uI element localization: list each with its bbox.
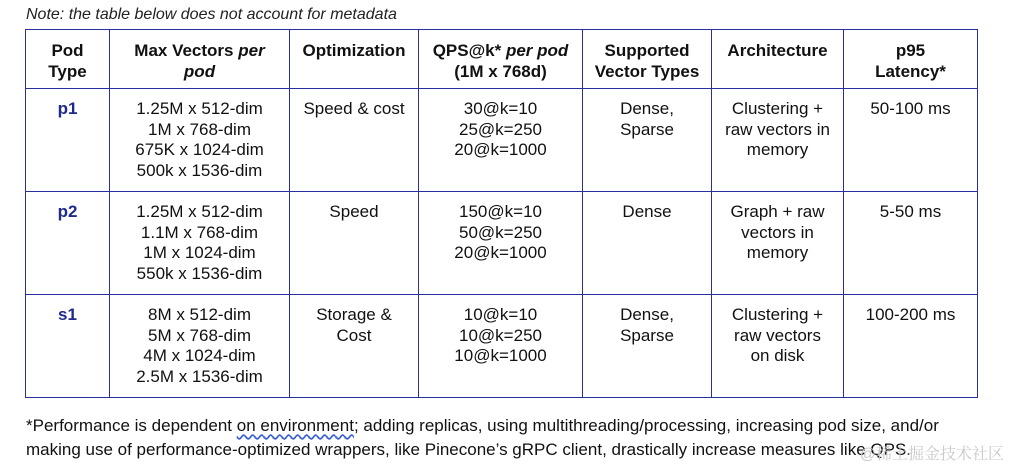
- header-vector-types: Supported Vector Types: [583, 30, 712, 89]
- header-latency: p95 Latency*: [844, 30, 978, 89]
- latency-cell: 100-200 ms: [844, 295, 978, 398]
- performance-footnote: *Performance is dependent on environment; adding replicas, using multithreading/processing, increasing pod size, and/or making use of performance-optimized wrappers, like Pinecone’s gRPC client, drastically increase measures like QPS.: [26, 416, 939, 459]
- qps-cell: 10@k=10 10@k=250 10@k=1000: [419, 295, 583, 398]
- watermark: @稀土掘金技术社区: [859, 446, 1004, 463]
- architecture-cell: Clustering + raw vectors in memory: [712, 89, 844, 192]
- vector-types-cell: Dense: [583, 192, 712, 295]
- header-architecture: Architecture: [712, 30, 844, 89]
- spellcheck-underline: on environment: [236, 416, 354, 435]
- pod-type-cell: s1: [26, 295, 110, 398]
- table-row: [26, 89, 978, 192]
- qps-cell: 150@k=10 50@k=250 20@k=1000: [419, 192, 583, 295]
- architecture-cell: Clustering + raw vectors on disk: [712, 295, 844, 398]
- vector-types-cell: Dense, Sparse: [583, 295, 712, 398]
- optimization-cell: Speed: [290, 192, 419, 295]
- max-vectors-cell: 1.25M x 512-dim 1.1M x 768-dim 1M x 1024-dim 550k x 1536-dim: [110, 192, 290, 295]
- header-optimization: Optimization: [290, 30, 419, 89]
- header-pod-type: Pod Type: [26, 30, 110, 89]
- max-vectors-cell: 8M x 512-dim 5M x 768-dim 4M x 1024-dim 2.5M x 1536-dim: [110, 295, 290, 398]
- header-max-vectors: Max Vectors per pod: [110, 30, 290, 89]
- optimization-cell: Speed & cost: [290, 89, 419, 192]
- pod-comparison-table: [25, 29, 978, 398]
- optimization-cell: Storage & Cost: [290, 295, 419, 398]
- vector-types-cell: Dense, Sparse: [583, 89, 712, 192]
- pod-type-cell: p2: [26, 192, 110, 295]
- table-header-row: [26, 30, 978, 89]
- latency-cell: 5-50 ms: [844, 192, 978, 295]
- pod-type-cell: p1: [26, 89, 110, 192]
- latency-cell: 50-100 ms: [844, 89, 978, 192]
- table-row: [26, 192, 978, 295]
- architecture-cell: Graph + raw vectors in memory: [712, 192, 844, 295]
- max-vectors-cell: 1.25M x 512-dim 1M x 768-dim 675K x 1024-dim 500k x 1536-dim: [110, 89, 290, 192]
- qps-cell: 30@k=10 25@k=250 20@k=1000: [419, 89, 583, 192]
- header-qps: QPS@k* per pod (1M x 768d): [419, 30, 583, 89]
- table-note: Note: the table below does not account for metadata: [26, 6, 397, 23]
- table-row: [26, 295, 978, 398]
